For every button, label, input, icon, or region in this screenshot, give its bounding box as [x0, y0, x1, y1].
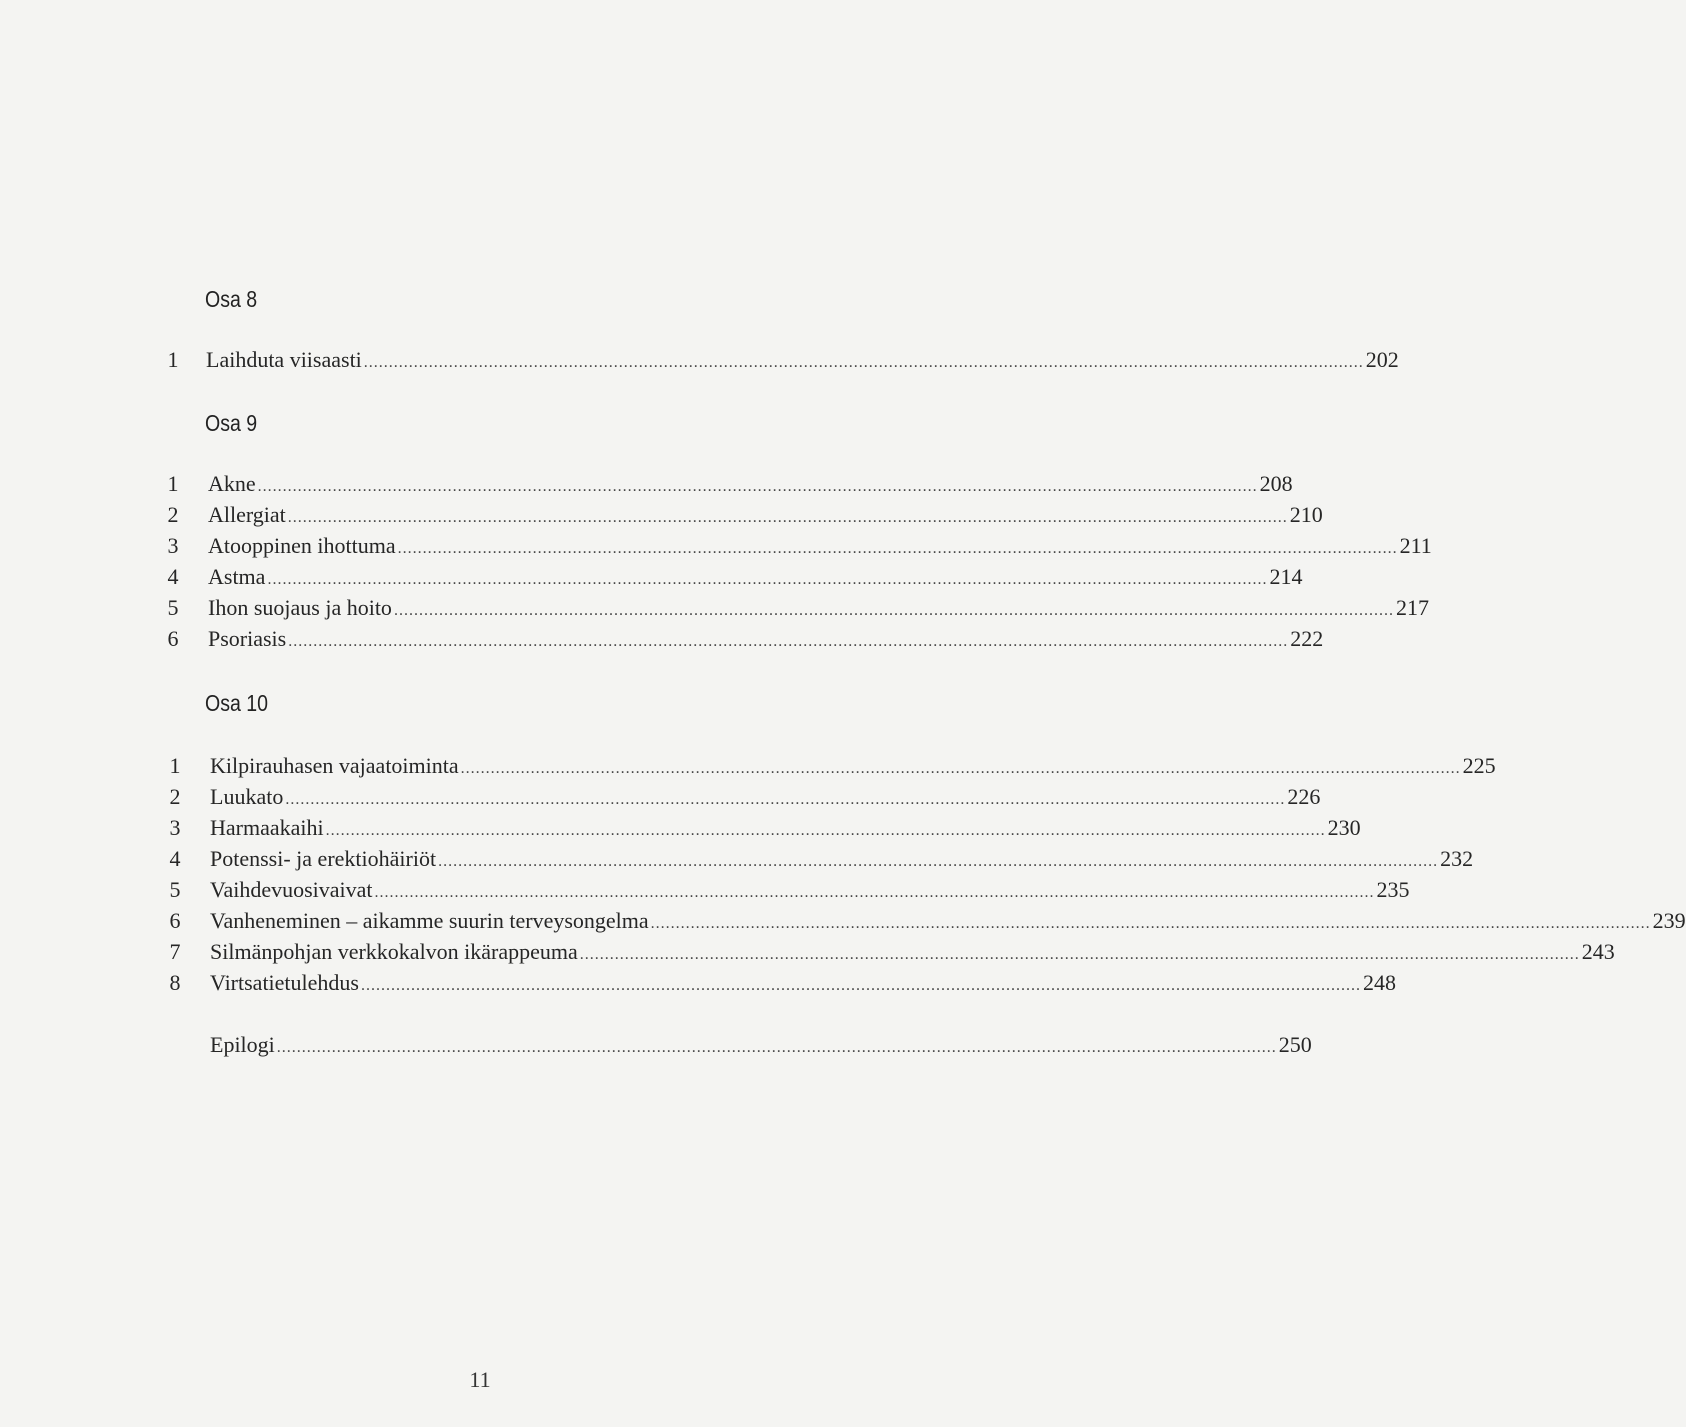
- leader-dots: ........................................................................................................................................................................................................: [325, 822, 1326, 839]
- toc-entry-title: Atooppinen ihottuma: [208, 533, 396, 558]
- toc-entry-page: 214: [1269, 564, 1303, 589]
- leader-dots: ........................................................................................................................................................................................................: [285, 791, 1286, 808]
- leader-dots: ........................................................................................................................................................................................................: [374, 884, 1375, 901]
- toc-entry-title: Vanheneminen – aikamme suurin terveysongelma: [210, 908, 649, 933]
- section-heading-osa-8: Osa 8: [205, 286, 258, 312]
- toc-entry: [165, 908, 1686, 938]
- leader-dots: ........................................................................................................................................................................................................: [579, 946, 1580, 963]
- toc-entry-page: 239: [1652, 908, 1686, 933]
- toc-entry-page: 250: [1278, 1032, 1312, 1057]
- leader-dots: ........................................................................................................................................................................................................: [438, 853, 1439, 870]
- toc-entry-title: Silmänpohjan verkkokalvon ikärappeuma: [210, 939, 578, 964]
- section-heading-osa-9: Osa 9: [205, 410, 258, 436]
- toc-entry-title: Luukato: [210, 784, 284, 809]
- toc-entry: [165, 753, 1496, 783]
- toc-entry: [163, 502, 1323, 532]
- leader-dots: ........................................................................................................................................................................................................: [287, 509, 1288, 526]
- leader-dots: ........................................................................................................................................................................................................: [397, 540, 1398, 557]
- toc-entry: [163, 471, 1293, 501]
- toc-entry-title: Vaihdevuosivaivat: [210, 877, 373, 902]
- toc-entry-number: 1: [167, 471, 179, 496]
- toc-entry-number: 1: [167, 347, 179, 372]
- toc-entry: [165, 815, 1361, 845]
- toc-entry-title: Epilogi: [210, 1032, 275, 1057]
- toc-entry-title: Allergiat: [208, 502, 286, 527]
- toc-entry-number: 8: [169, 970, 181, 995]
- toc-entry-title: Virtsatietulehdus: [210, 970, 359, 995]
- toc-entry-epilogue: [165, 1032, 1312, 1062]
- toc-entry-page: 202: [1365, 347, 1399, 372]
- toc-entry-page: 225: [1462, 753, 1496, 778]
- toc-entry-number: 5: [169, 877, 181, 902]
- toc-entry-title: Psoriasis: [208, 626, 287, 651]
- toc-entry-page: 248: [1362, 970, 1396, 995]
- section-heading-osa-10: Osa 10: [205, 690, 269, 716]
- toc-entry-page: 208: [1259, 471, 1293, 496]
- leader-dots: ........................................................................................................................................................................................................: [460, 760, 1461, 777]
- toc-entry-page: 226: [1287, 784, 1321, 809]
- toc-entry-number: 2: [167, 502, 179, 527]
- toc-entry-title: Kilpirauhasen vajaatoiminta: [210, 753, 459, 778]
- toc-entry: [165, 877, 1410, 907]
- toc-entry: [165, 784, 1321, 814]
- toc-entry: [163, 595, 1429, 625]
- leader-dots: ........................................................................................................................................................................................................: [393, 602, 1394, 619]
- leader-dots: ........................................................................................................................................................................................................: [650, 915, 1651, 932]
- toc-entry-title: Astma: [208, 564, 266, 589]
- toc-entry-number: 6: [167, 626, 179, 651]
- leader-dots: ........................................................................................................................................................................................................: [267, 571, 1268, 588]
- toc-entry-number: 3: [167, 533, 179, 558]
- toc-entry: [165, 939, 1615, 969]
- leader-dots: ........................................................................................................................................................................................................: [363, 354, 1364, 371]
- toc-entry-page: 232: [1440, 846, 1474, 871]
- toc-entry: [163, 564, 1303, 594]
- leader-dots: ........................................................................................................................................................................................................: [276, 1039, 1277, 1056]
- toc-entry-number: 4: [169, 846, 181, 871]
- toc-entry-number: 4: [167, 564, 179, 589]
- toc-entry-page: 243: [1581, 939, 1615, 964]
- toc-entry-page: 217: [1395, 595, 1429, 620]
- toc-entry-title: Akne: [208, 471, 256, 496]
- toc-entry-page: 235: [1376, 877, 1410, 902]
- toc-entry-number: 5: [167, 595, 179, 620]
- leader-dots: ........................................................................................................................................................................................................: [288, 633, 1289, 650]
- toc-entry-number: 3: [169, 815, 181, 840]
- page-number: 11: [469, 1367, 491, 1392]
- toc-entry-number: 2: [169, 784, 181, 809]
- toc-entry-title: Ihon suojaus ja hoito: [208, 595, 392, 620]
- toc-entry-title: Potenssi- ja erektiohäiriöt: [210, 846, 437, 871]
- toc-entry-title: Harmaakaihi: [210, 815, 324, 840]
- toc-entry-number: 6: [169, 908, 181, 933]
- toc-entry: [165, 846, 1474, 876]
- toc-entry-title: Laihduta viisaasti: [206, 347, 362, 372]
- toc-entry-number: 1: [169, 753, 181, 778]
- toc-entry: [163, 533, 1432, 563]
- toc-entry-number: 7: [169, 939, 181, 964]
- leader-dots: ........................................................................................................................................................................................................: [257, 478, 1258, 495]
- toc-entry: [163, 347, 1399, 377]
- leader-dots: ........................................................................................................................................................................................................: [360, 977, 1361, 994]
- toc-entry: [165, 970, 1396, 1000]
- toc-entry-page: 210: [1289, 502, 1323, 527]
- toc-entry-page: 211: [1399, 533, 1432, 558]
- toc-entry-page: 230: [1327, 815, 1361, 840]
- toc-entry-page: 222: [1290, 626, 1324, 651]
- toc-entry: [163, 626, 1324, 656]
